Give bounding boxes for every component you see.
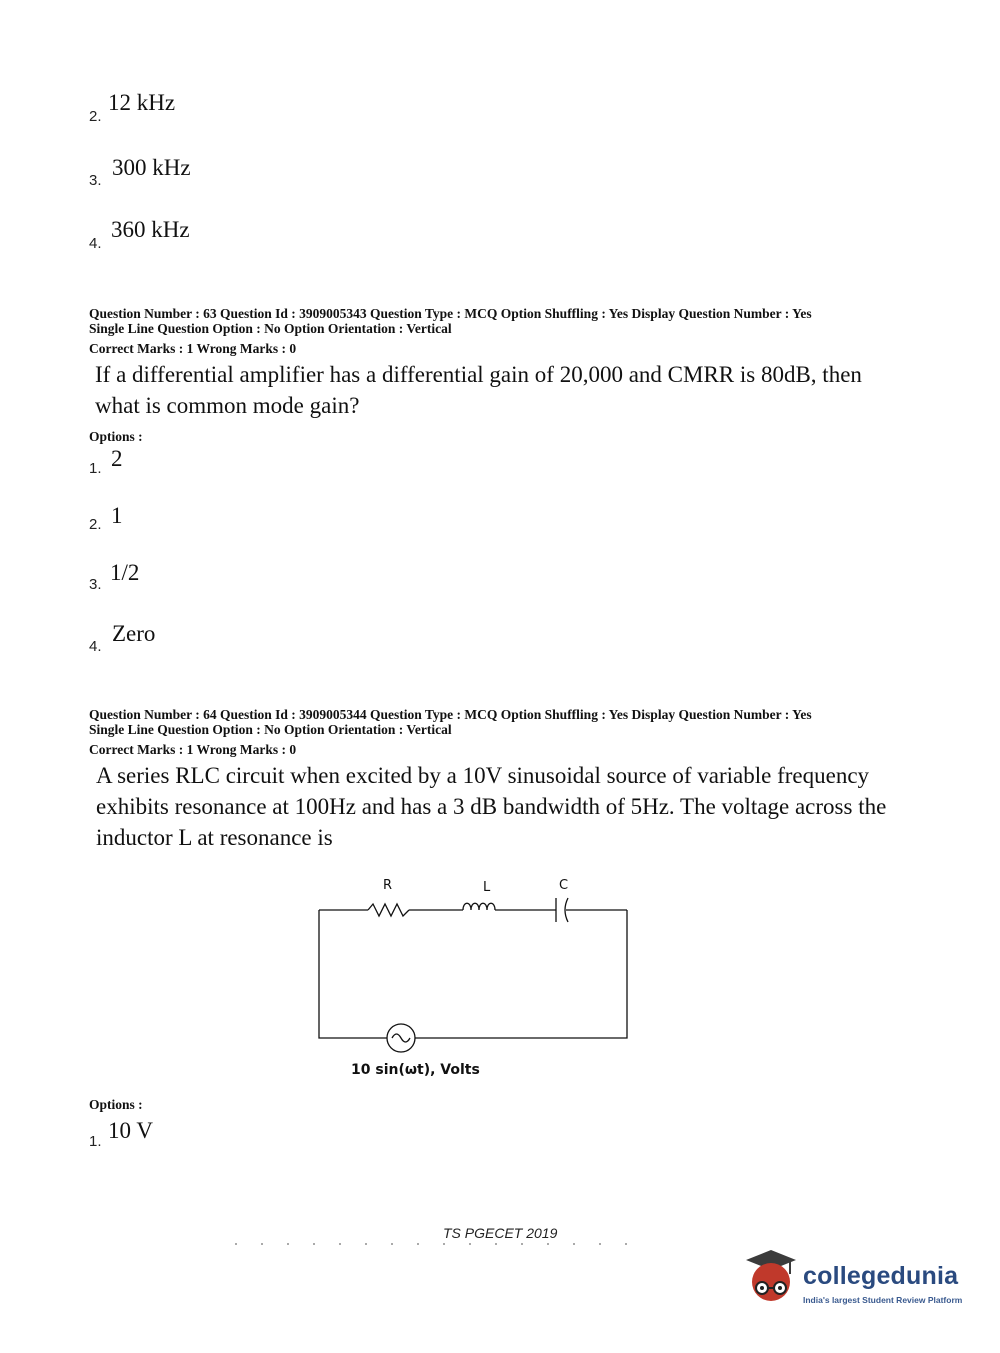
options-label: Options : [89,1097,143,1112]
question-meta-options: Single Line Question Option : No Option Orientation : Vertical [89,321,452,336]
inductor-label: L [483,880,491,895]
circuit-wire [415,910,627,1038]
source-label: 10 sin(ωt), Volts [351,1062,480,1078]
option-number: 4. [89,638,102,655]
option-number: 1. [89,460,102,477]
question-text-line: If a differential amplifier has a differential gain of 20,000 and CMRR is 80dB, then [95,362,862,387]
sine-wave-icon [392,1034,410,1042]
option-value: 300 kHz [112,155,191,180]
mascot-logo-icon [740,1244,802,1310]
footer-dotted-rule [235,1240,635,1248]
option-value: 1 [111,503,123,528]
question-meta: Question Number : 64 Question Id : 3909005344 Question Type : MCQ Option Shuffling : Yes Display Question Number : Yes [89,707,812,722]
question-text-line: exhibits resonance at 100Hz and has a 3 dB bandwidth of 5Hz. The voltage across the [96,794,887,819]
option-number: 2. [89,108,102,125]
question-text [95,359,915,421]
option-number: 1. [89,1133,102,1150]
option-value: 1/2 [110,560,140,585]
resistor-symbol [368,904,409,916]
question-marks: Correct Marks : 1 Wrong Marks : 0 [89,742,297,757]
question-text-line: inductor L at resonance is [96,825,333,850]
capacitor-label: C [559,878,569,893]
option-value: 2 [111,446,123,471]
exam-footer: TS PGECET 2019 [443,1225,558,1241]
question-meta: Question Number : 63 Question Id : 3909005343 Question Type : MCQ Option Shuffling : Yes Display Question Number : Yes [89,306,812,321]
question-marks: Correct Marks : 1 Wrong Marks : 0 [89,341,297,356]
question-text-line: what is common mode gain? [95,393,360,418]
option-value: Zero [112,621,156,646]
question-text [96,760,916,853]
option-value: 360 kHz [111,217,190,242]
option-value: 12 kHz [108,90,176,115]
option-number: 2. [89,516,102,533]
option-number: 3. [89,172,102,189]
rlc-circuit-diagram [300,870,660,1090]
brand-name: collegedunia [803,1262,959,1290]
option-number: 3. [89,576,102,593]
brand-tagline: India's largest Student Review Platform [803,1295,963,1305]
inductor-symbol [463,903,495,910]
circuit-wire [319,910,387,1038]
question-meta-options: Single Line Question Option : No Option Orientation : Vertical [89,722,452,737]
resistor-label: R [383,878,393,893]
question-text-line: A series RLC circuit when excited by a 10V sinusoidal source of variable frequency [96,763,870,788]
options-label: Options : [89,429,143,444]
option-value: 10 V [108,1118,153,1143]
option-number: 4. [89,235,102,252]
